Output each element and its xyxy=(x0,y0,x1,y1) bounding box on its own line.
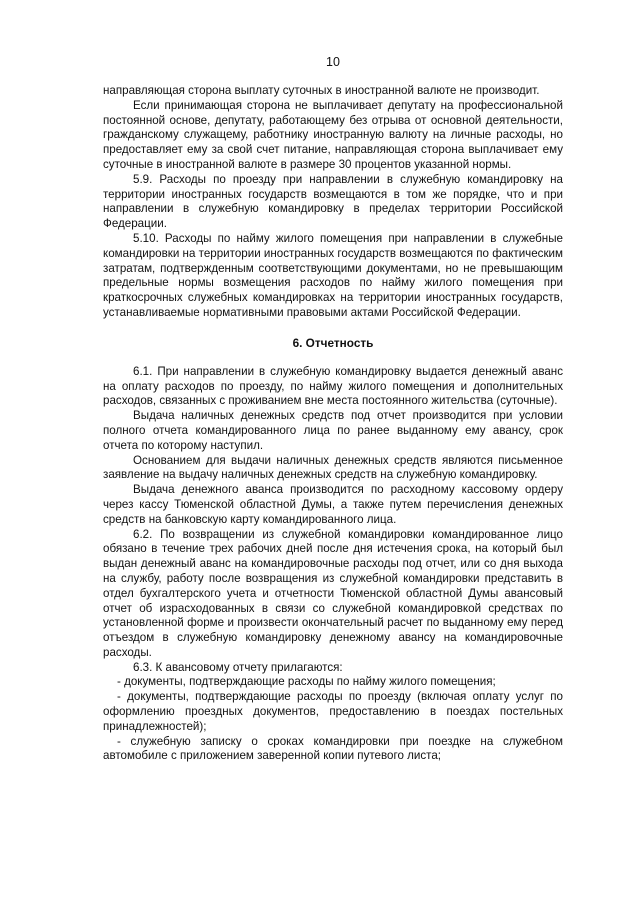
paragraph-6-1: 6.1. При направлении в служебную командировку выдается денежный аванс на оплату расходов по проезду, по найму жилого помещения и дополнительных расходов, связанных с проживанием вне места постоянного жительства (суточные). xyxy=(103,364,563,408)
paragraph-advance-issue: Выдача денежного аванса производится по расходному кассовому ордеру через кассу Тюменской областной Думы, а также путем перечисления денежных средств на банковскую карту командированного лица. xyxy=(103,483,563,526)
paragraph-basis: Основанием для выдачи наличных денежных средств являются письменное заявление на выдачу наличных денежных средств на служебную командировку. xyxy=(103,453,563,482)
paragraph-currency-note: направляющая сторона выплату суточных в иностранной валюте не производит. xyxy=(103,84,540,97)
page-number: 10 xyxy=(326,55,340,69)
document-page xyxy=(103,54,563,764)
list-item: - документы, подтверждающие расходы по проезду (включая оплату услуг по оформлению проездных документов, предоставлению в поездах постельных принадлежностей); xyxy=(103,690,563,733)
paragraph-meals-provided: Если принимающая сторона не выплачивает депутату на профессиональной постоянной основе, депутату, работающему без отрыва от основной деятельности, гражданскому служащему, работнику иностранную валюту на личные расходы, но предоставляет ему за свой счет питание, направляющая сторона выплачивает ему суточные в иностранной валюте в размере 30 процентов указанной нормы. xyxy=(103,98,563,171)
list-item: - документы, подтверждающие расходы по найму жилого помещения; xyxy=(117,675,496,689)
paragraph-6-2: 6.2. По возвращении из служебной командировки командированное лицо обязано в течение трех рабочих дней после дня истечения срока, на который был выдан денежный аванс на командировочные расходы под отчет, или со дня выхода на службу, работу после возвращения из служебной командировки представить в отдел бухгалтерского учета и отчетности Тюменской областной Думы авансовый отчет об израсходованных в связи со служебной командировкой средствах по установленной форме и произвести окончательный расчет по выданному ему перед отъездом в служебную командировку денежному авансу на командировочные расходы. xyxy=(103,527,563,659)
list-item: - служебную записку о сроках командировки при поездке на служебном автомобиле с приложением заверенной копии путевого листа; xyxy=(103,734,563,763)
paragraph-cash-issue: Выдача наличных денежных средств под отчет производится при условии полного отчета командированного лица по ранее выданному ему авансу, срок отчета по которому наступил. xyxy=(103,409,563,452)
section-title-reporting: 6. Отчетность xyxy=(292,335,374,350)
paragraph-6-3: 6.3. К авансовому отчету прилагаются: xyxy=(133,660,343,674)
paragraph-5-10: 5.10. Расходы по найму жилого помещения при направлении в служебные командировки на территории иностранных государств возмещаются по фактическим затратам, подтвержденным соответствующими документами, но не превышающим предельные нормы возмещения расходов по найму жилого помещения при краткосрочных служебных командировках на территории иностранных государств, устанавливаемые нормативными правовыми актами Российской Федерации. xyxy=(103,231,563,319)
paragraph-5-9: 5.9. Расходы по проезду при направлении в служебную командировку на территории иностранных государств возмещаются в том же порядке, что и при направлении в служебную командировку в пределах территории Российской Федерации. xyxy=(103,172,563,231)
